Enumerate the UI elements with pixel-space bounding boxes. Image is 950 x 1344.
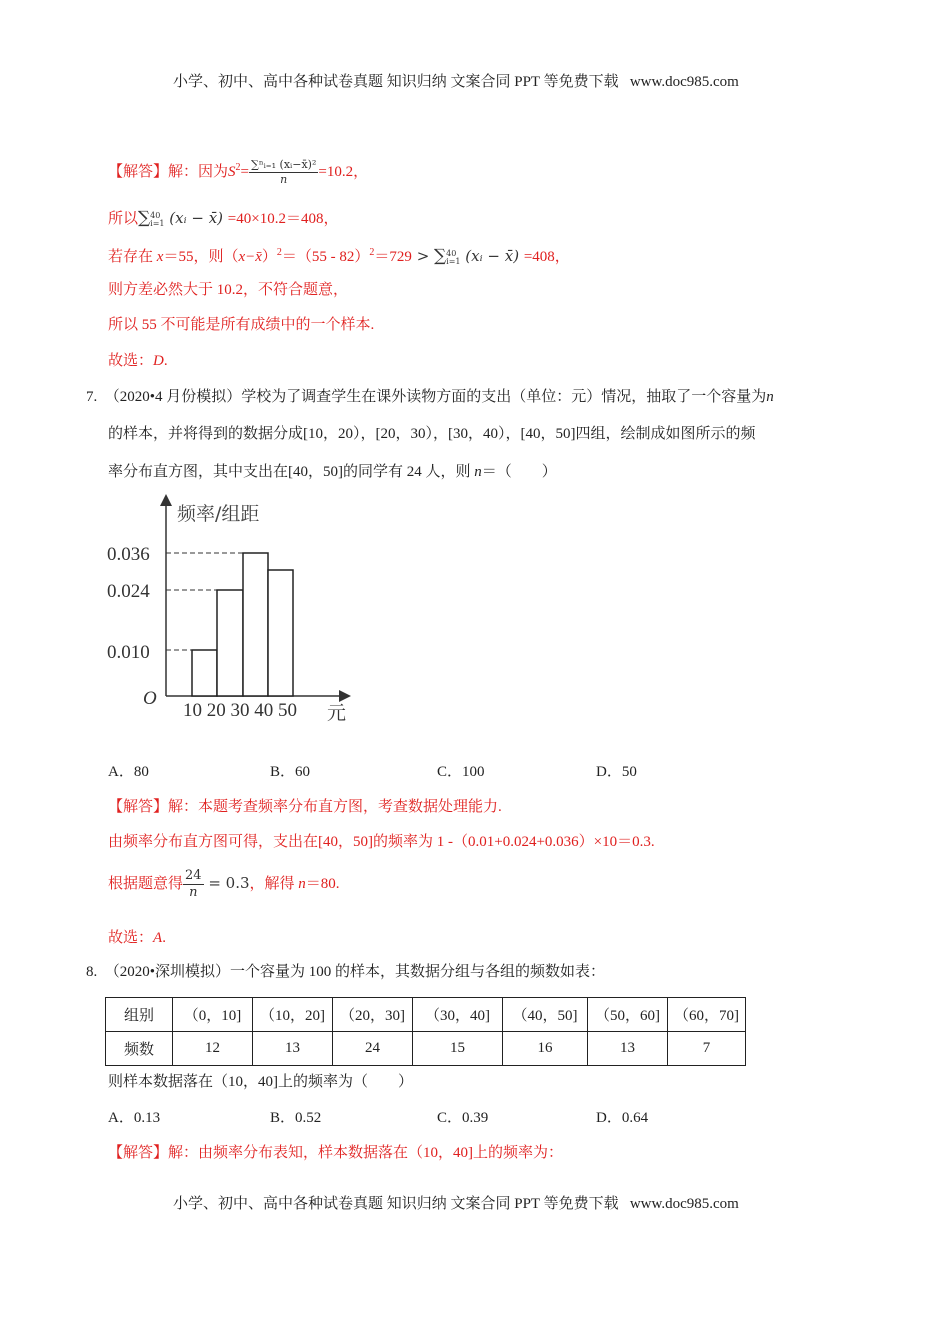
fraction-numerator: ∑ⁿᵢ₌₁ (xᵢ−x̄)² [250,158,317,172]
text: . [162,930,166,946]
table-cell: 24 [333,1032,413,1066]
y-tick-0.024: 0.024 [107,581,150,602]
superscript: 2 [369,247,375,258]
q7-option-b[interactable]: B．60 [270,764,311,780]
equation-result: = 0.3 [203,873,250,892]
superscript: 2 [276,247,282,258]
text: . [163,353,168,369]
table-row-groups [106,998,746,1032]
fraction-denominator: n [280,173,288,187]
variable-n: n [474,464,482,480]
frequency-histogram [105,492,355,727]
q7-solution-line3 [108,868,340,901]
text: =40×10.2＝408， [227,211,339,227]
y-tick-0.036: 0.036 [107,544,150,565]
superscript: 2 [235,162,241,173]
q7-option-c[interactable]: C．100 [437,764,485,780]
footer-text: 小学、初中、高中各种试卷真题 知识归纳 文案合同 PPT 等免费下载 [173,1196,619,1212]
variable-x: x [156,249,164,265]
answer-letter: A [153,930,163,946]
sum-lower: i=1 [446,256,461,266]
q8-option-c[interactable]: C．0.39 [437,1110,489,1126]
fraction-denominator: n [189,885,198,900]
question-number: 8. [86,964,98,980]
q6-answer [108,351,168,371]
q6-solution-line2 [108,208,338,229]
table-cell: 15 [413,1032,503,1066]
sum-term: (xᵢ − x̄) [164,209,228,227]
bar-20-30 [217,590,243,696]
table-header-cell: 组别 [106,998,173,1032]
question-number: 7. [86,389,98,405]
bar-10-20 [192,650,217,696]
table-cell: 7 [668,1032,746,1066]
table-cell: （0，10] [173,998,253,1032]
table-cell: （60，70] [668,998,746,1032]
text: ） [261,249,277,265]
page-header [173,70,739,91]
table-cell: 16 [503,1032,588,1066]
answer-letter: D [153,353,164,369]
sum-lower: i=1 [150,218,165,228]
q8-option-b[interactable]: B．0.52 [270,1110,322,1126]
table-row-counts [106,1032,746,1066]
table-cell: 12 [173,1032,253,1066]
text: ＝（ ） [481,464,557,480]
sum-limits [446,250,460,266]
table-cell: （20，30] [333,998,413,1032]
bar-30-40 [243,553,268,696]
q6-solution-line5: 所以 55 不可能是所有成绩中的一个样本. [108,317,375,333]
footer-site-link[interactable]: www.doc985.com [629,1196,739,1212]
expression: x−x̄ [238,249,262,265]
text: 故选： [108,930,154,946]
text: ＝80. [305,875,340,892]
q7-option-d[interactable]: D．50 [596,764,637,780]
text: =408， [523,249,570,265]
text: ，解得 [249,875,299,892]
result: =10.2， [318,164,369,180]
q7-solution-line2: 由频率分布直方图可得，支出在[40，50]的频率为 1 -（0.01+0.024+0.036）×10＝0.3. [108,834,655,850]
q8-option-a[interactable]: A．0.13 [108,1110,161,1126]
header-text: 小学、初中、高中各种试卷真题 知识归纳 文案合同 PPT 等免费下载 [173,74,619,90]
text: ＝55，则（ [163,249,239,265]
question-text: （2020•4 月份模拟）学校为了调查学生在课外读物方面的支出（单位：元）情况，抽取了一个容量为 [104,389,767,405]
q7-answer [108,928,166,948]
table-cell: （10，20] [253,998,333,1032]
page-footer [173,1192,739,1213]
sum-limits [150,212,164,228]
y-axis-label: 频率/组距 [177,503,260,525]
x-tick-labels: 10 20 30 40 50 [183,700,297,721]
header-site-link[interactable]: www.doc985.com [629,74,739,90]
text: 若存在 [108,249,157,265]
q6-solution-line1 [108,158,368,187]
q8-solution-line1: 【解答】解：由频率分布表知，样本数据落在（10，40]上的频率为： [108,1145,563,1161]
text: 根据题意得 [108,875,184,892]
x-axis-label: 元 [327,702,347,724]
sum-upper: 40 [446,248,457,258]
fraction-numerator: 24 [185,868,202,883]
variable-S: S [228,164,236,180]
text: 率分布直方图，其中支出在[40，50]的同学有 24 人，则 [108,464,475,480]
q7-line3 [108,462,557,482]
variable-n: n [298,875,306,892]
q7-option-a[interactable]: A．80 [108,764,149,780]
q7-solution-line1: 【解答】解：本题考查频率分布直方图，考查数据处理能力. [108,799,502,815]
table-cell: （40，50] [503,998,588,1032]
q6-solution-line4: 则方差必然大于 10.2，不符合题意， [108,282,349,298]
table-header-cell: 频数 [106,1032,173,1066]
bar-40-50 [268,570,293,696]
question-text: （2020•深圳模拟）一个容量为 100 的样本，其数据分组与各组的频数如表： [104,964,606,980]
q8-line2: 则样本数据落在（10，40]上的频率为（ ） [108,1074,413,1090]
q7-line2: 的样本，并将得到的数据分成[10，20），[20，30），[30，40），[40，50]四组，绘制成如图所示的频 [108,426,756,442]
fraction [183,868,204,901]
text: 所以 [108,211,139,227]
table-cell: （50，60] [588,998,668,1032]
q8-option-d[interactable]: D．0.64 [596,1110,649,1126]
sum-upper: 40 [150,210,161,220]
solution-label: 【解答】解：因为 [108,164,229,180]
sum-symbol: ∑ [138,208,151,228]
greater-than: > [411,247,435,265]
text: 故选： [108,353,154,369]
text: ＝729 [374,249,412,265]
q7-line1 [86,387,774,407]
q8-line1 [86,962,605,982]
variable-n: n [766,389,774,405]
origin-label: O [143,688,157,709]
frequency-table [105,997,746,1066]
sum-term: (xᵢ − x̄) [460,247,524,265]
table-cell: 13 [253,1032,333,1066]
equals: = [240,164,249,180]
variance-fraction [249,158,318,187]
y-tick-0.010: 0.010 [107,642,150,663]
q6-solution-line3 [108,243,570,267]
sum-symbol: ∑ [434,246,447,266]
text: ＝（55 - 82） [281,249,370,265]
table-cell: 13 [588,1032,668,1066]
table-cell: （30，40] [413,998,503,1032]
